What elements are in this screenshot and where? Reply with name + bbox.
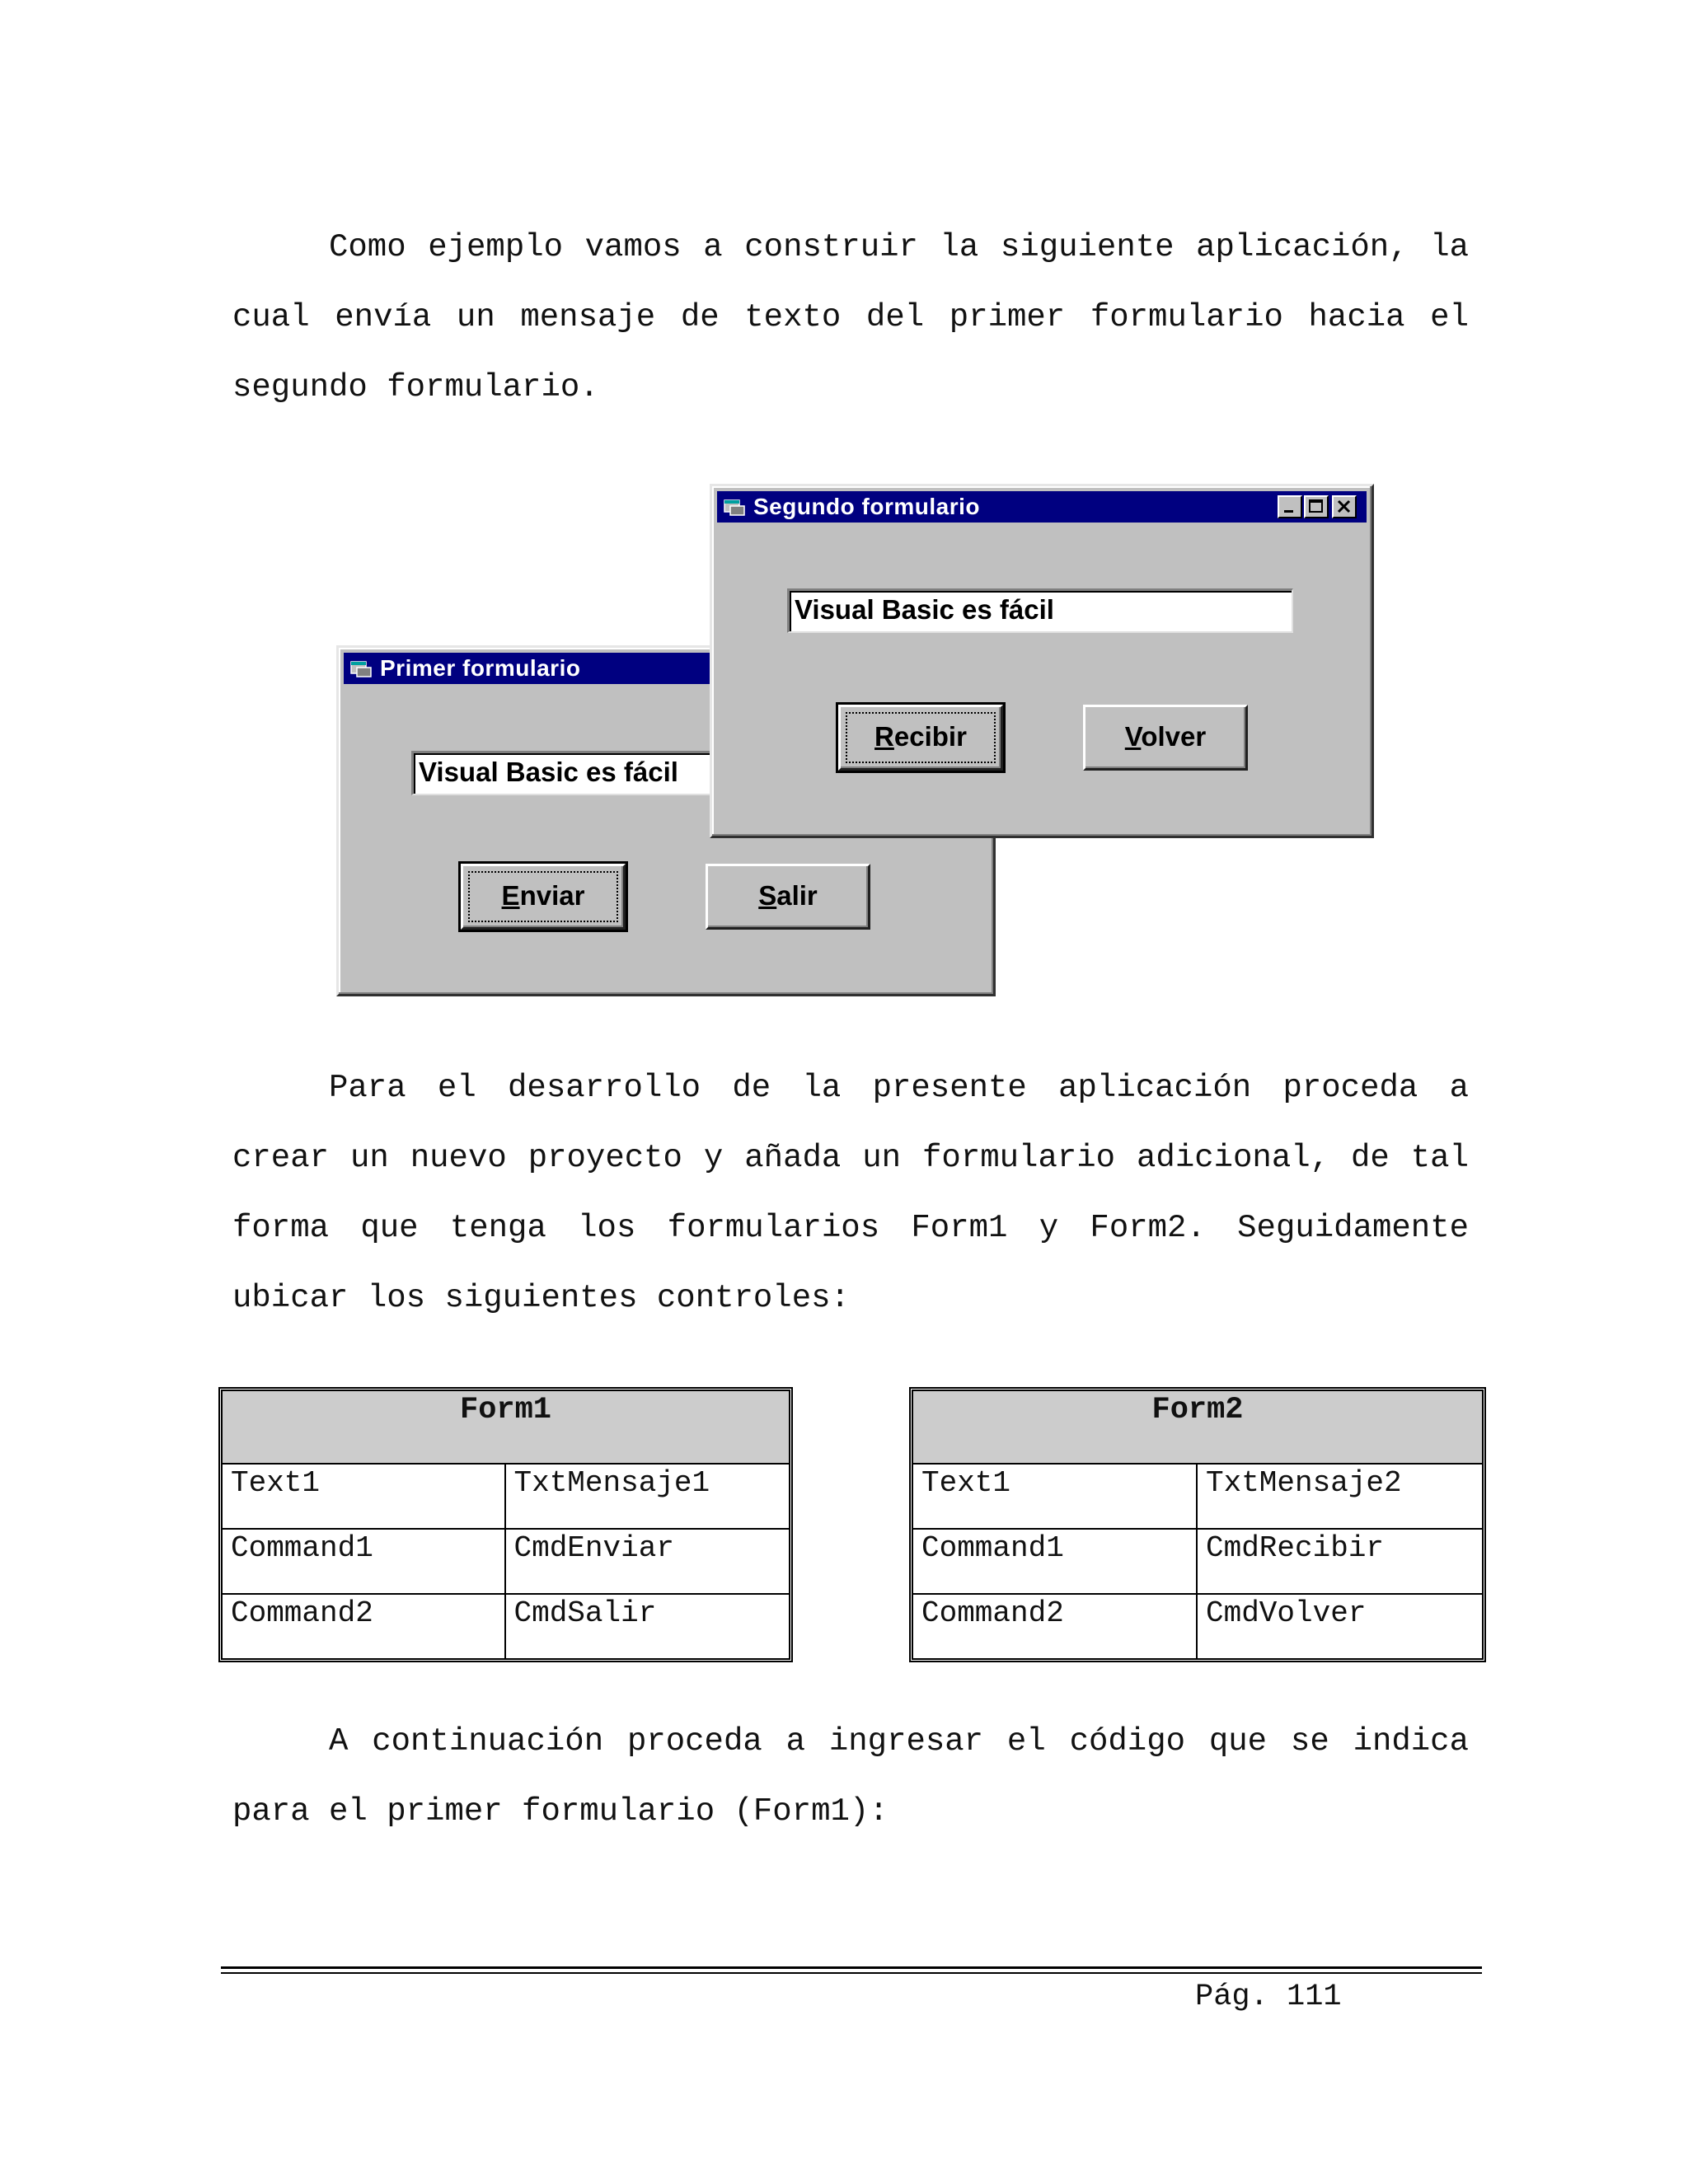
table-cell: CmdVolver bbox=[1206, 1596, 1367, 1630]
button-label: alir bbox=[776, 880, 818, 911]
paragraph-line: forma que tenga los formularios Form1 y Form2. Seguidamente bbox=[232, 1210, 1469, 1246]
titlebar bbox=[717, 491, 1367, 523]
form-app-icon bbox=[724, 498, 745, 516]
table-row bbox=[913, 1530, 1482, 1595]
table-row bbox=[223, 1530, 789, 1595]
button-label: olver bbox=[1141, 721, 1207, 752]
page-number: Pág. 111 bbox=[1195, 1980, 1342, 2014]
button-mnemonic: V bbox=[1124, 721, 1142, 752]
button-mnemonic: E bbox=[501, 880, 520, 911]
paragraph-line: Como ejemplo vamos a construir la siguiente aplicación, la bbox=[329, 229, 1469, 265]
table-cell: TxtMensaje1 bbox=[506, 1465, 790, 1530]
paragraph-line: segundo formulario. bbox=[232, 369, 599, 405]
maximize-icon[interactable] bbox=[1304, 495, 1329, 518]
table-cell: Command2 bbox=[223, 1595, 506, 1658]
paragraph-line: crear un nuevo proyecto y añada un formulario adicional, de tal bbox=[232, 1140, 1469, 1176]
table-row bbox=[913, 1595, 1482, 1658]
footer-rule bbox=[221, 1966, 1482, 1969]
footer-rule bbox=[221, 1972, 1482, 1974]
table-cell: CmdRecibir bbox=[1198, 1530, 1482, 1595]
table-cell: Text1 bbox=[913, 1465, 1198, 1530]
instructions-paragraph bbox=[232, 1053, 1469, 1333]
table-cell: Command1 bbox=[223, 1530, 506, 1595]
paragraph-line: Para el desarrollo de la presente aplicación proceda a bbox=[329, 1070, 1469, 1106]
paragraph-line: cual envía un mensaje de texto del primer formulario hacia el bbox=[232, 299, 1469, 335]
volver-button[interactable] bbox=[1083, 705, 1248, 771]
window-title: Primer formulario bbox=[380, 655, 581, 681]
form2-controls-table bbox=[909, 1387, 1486, 1662]
button-mnemonic: R bbox=[874, 721, 894, 752]
table-row bbox=[913, 1465, 1482, 1530]
table-header: Form1 bbox=[223, 1391, 789, 1465]
table-cell: TxtMensaje2 bbox=[1198, 1465, 1482, 1530]
button-label: nviar bbox=[519, 880, 585, 911]
table-cell: Text1 bbox=[223, 1465, 506, 1530]
intro-paragraph bbox=[232, 213, 1469, 423]
close-icon[interactable] bbox=[1332, 495, 1357, 518]
enviar-button[interactable] bbox=[461, 864, 626, 930]
table-header: Form2 bbox=[913, 1391, 1482, 1465]
paragraph-line: A continuación proceda a ingresar el código que se indica bbox=[329, 1723, 1469, 1760]
salir-button[interactable] bbox=[706, 864, 870, 930]
button-label: ecibir bbox=[893, 721, 967, 752]
minimize-icon[interactable] bbox=[1278, 495, 1302, 518]
table-cell: CmdSalir bbox=[513, 1596, 657, 1630]
segundo-formulario-window bbox=[710, 484, 1374, 838]
table-cell: Command1 bbox=[913, 1530, 1198, 1595]
code-intro-paragraph bbox=[232, 1707, 1469, 1847]
table-cell: Command2 bbox=[913, 1595, 1198, 1658]
form-app-icon bbox=[350, 659, 372, 677]
window-title: Segundo formulario bbox=[753, 494, 980, 519]
paragraph-line: para el primer formulario (Form1): bbox=[232, 1793, 889, 1830]
txtmensaje1-input[interactable]: Visual Basic es fácil bbox=[411, 751, 741, 795]
table-row bbox=[223, 1595, 789, 1658]
paragraph-line: ubicar los siguientes controles: bbox=[232, 1280, 850, 1316]
txtmensaje2-input[interactable]: Visual Basic es fácil bbox=[787, 588, 1293, 633]
recibir-button[interactable] bbox=[838, 705, 1003, 771]
table-row bbox=[223, 1465, 789, 1530]
button-mnemonic: S bbox=[758, 880, 777, 911]
table-cell: CmdEnviar bbox=[506, 1530, 790, 1595]
form1-controls-table bbox=[218, 1387, 793, 1662]
